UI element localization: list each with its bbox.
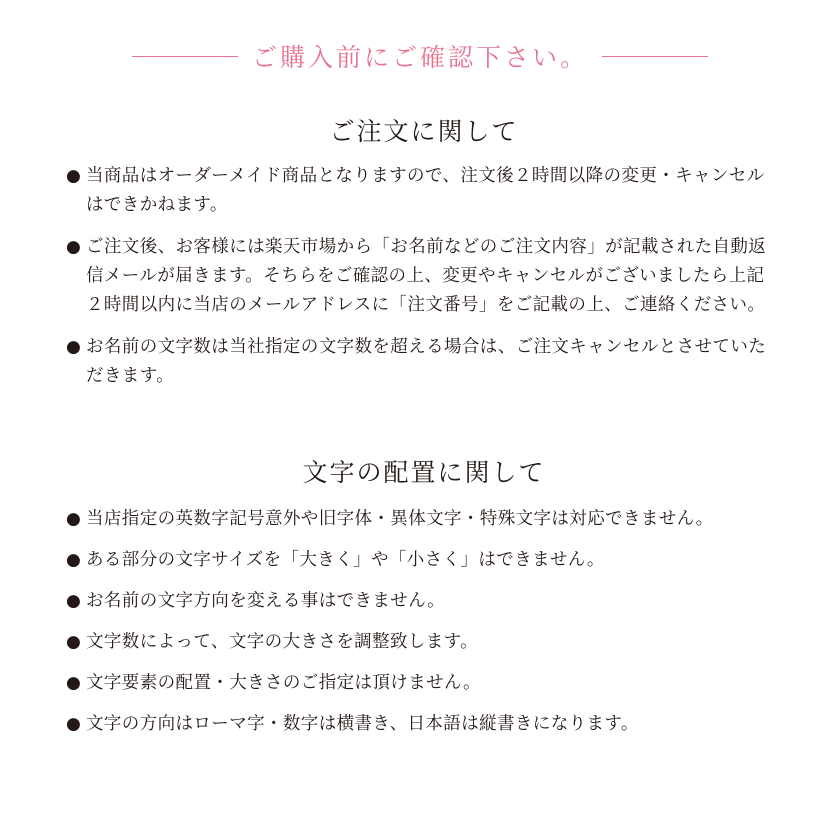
list-item-text: ご注文後、お客様には楽天市場から「お名前などのご注文内容」が記載された自動返信メールが届きます。そちらをご確認の上、変更やキャンセルがございましたら上記２時間以内に当店のメールアドレスに「注文番号」をご記載の上、ご連絡ください。 [86,237,767,315]
bullet-icon: ● [66,591,81,611]
list-item-text: 文字数によって、文字の大きさを調整致します。 [86,632,479,652]
bullet-icon: ● [66,632,81,652]
list-item-text: 文字の方向はローマ字・数字は横書き、日本語は縦書きになります。 [86,714,639,734]
header-banner [0,36,840,76]
list-item [66,505,782,534]
list-item-text: お名前の文字数は当社指定の文字数を超える場合は、ご注文キャンセルとさせていただきます。 [86,337,767,386]
list-item-text: 文字要素の配置・大きさのご指定は頂けません。 [86,673,481,693]
list-item-text: 当店指定の英数字記号意外や旧字体・異体文字・特殊文字は対応できません。 [86,509,714,529]
bullet-icon: ● [66,714,81,734]
list-item [66,233,782,320]
banner-right-rule [602,56,708,57]
banner-title: ご購入前にご確認下さい。 [251,43,588,72]
list-item [66,546,782,575]
bullet-icon: ● [66,166,81,186]
list-item [66,333,782,391]
list-item-text: お名前の文字方向を変える事はできません。 [86,591,446,611]
bullet-icon: ● [66,550,81,570]
bullet-icon: ● [66,237,81,257]
order-section [66,112,782,404]
order-section-title: ご注文に関して [329,117,519,146]
layout-section [66,453,782,751]
list-item [66,587,782,616]
list-item-text: 当商品はオーダーメイド商品となりますので、注文後２時間以降の変更・キャンセルはできかねます。 [86,166,765,215]
list-item [66,669,782,698]
banner-left-rule [132,56,238,57]
bullet-icon: ● [66,673,81,693]
list-item [66,710,782,739]
layout-section-title: 文字の配置に関して [302,458,546,487]
list-item-text: ある部分の文字サイズを「大きく」や「小さく」はできません。 [86,550,605,570]
bullet-icon: ● [66,509,81,529]
bullet-icon: ● [66,337,81,357]
list-item [66,628,782,657]
list-item [66,162,782,220]
